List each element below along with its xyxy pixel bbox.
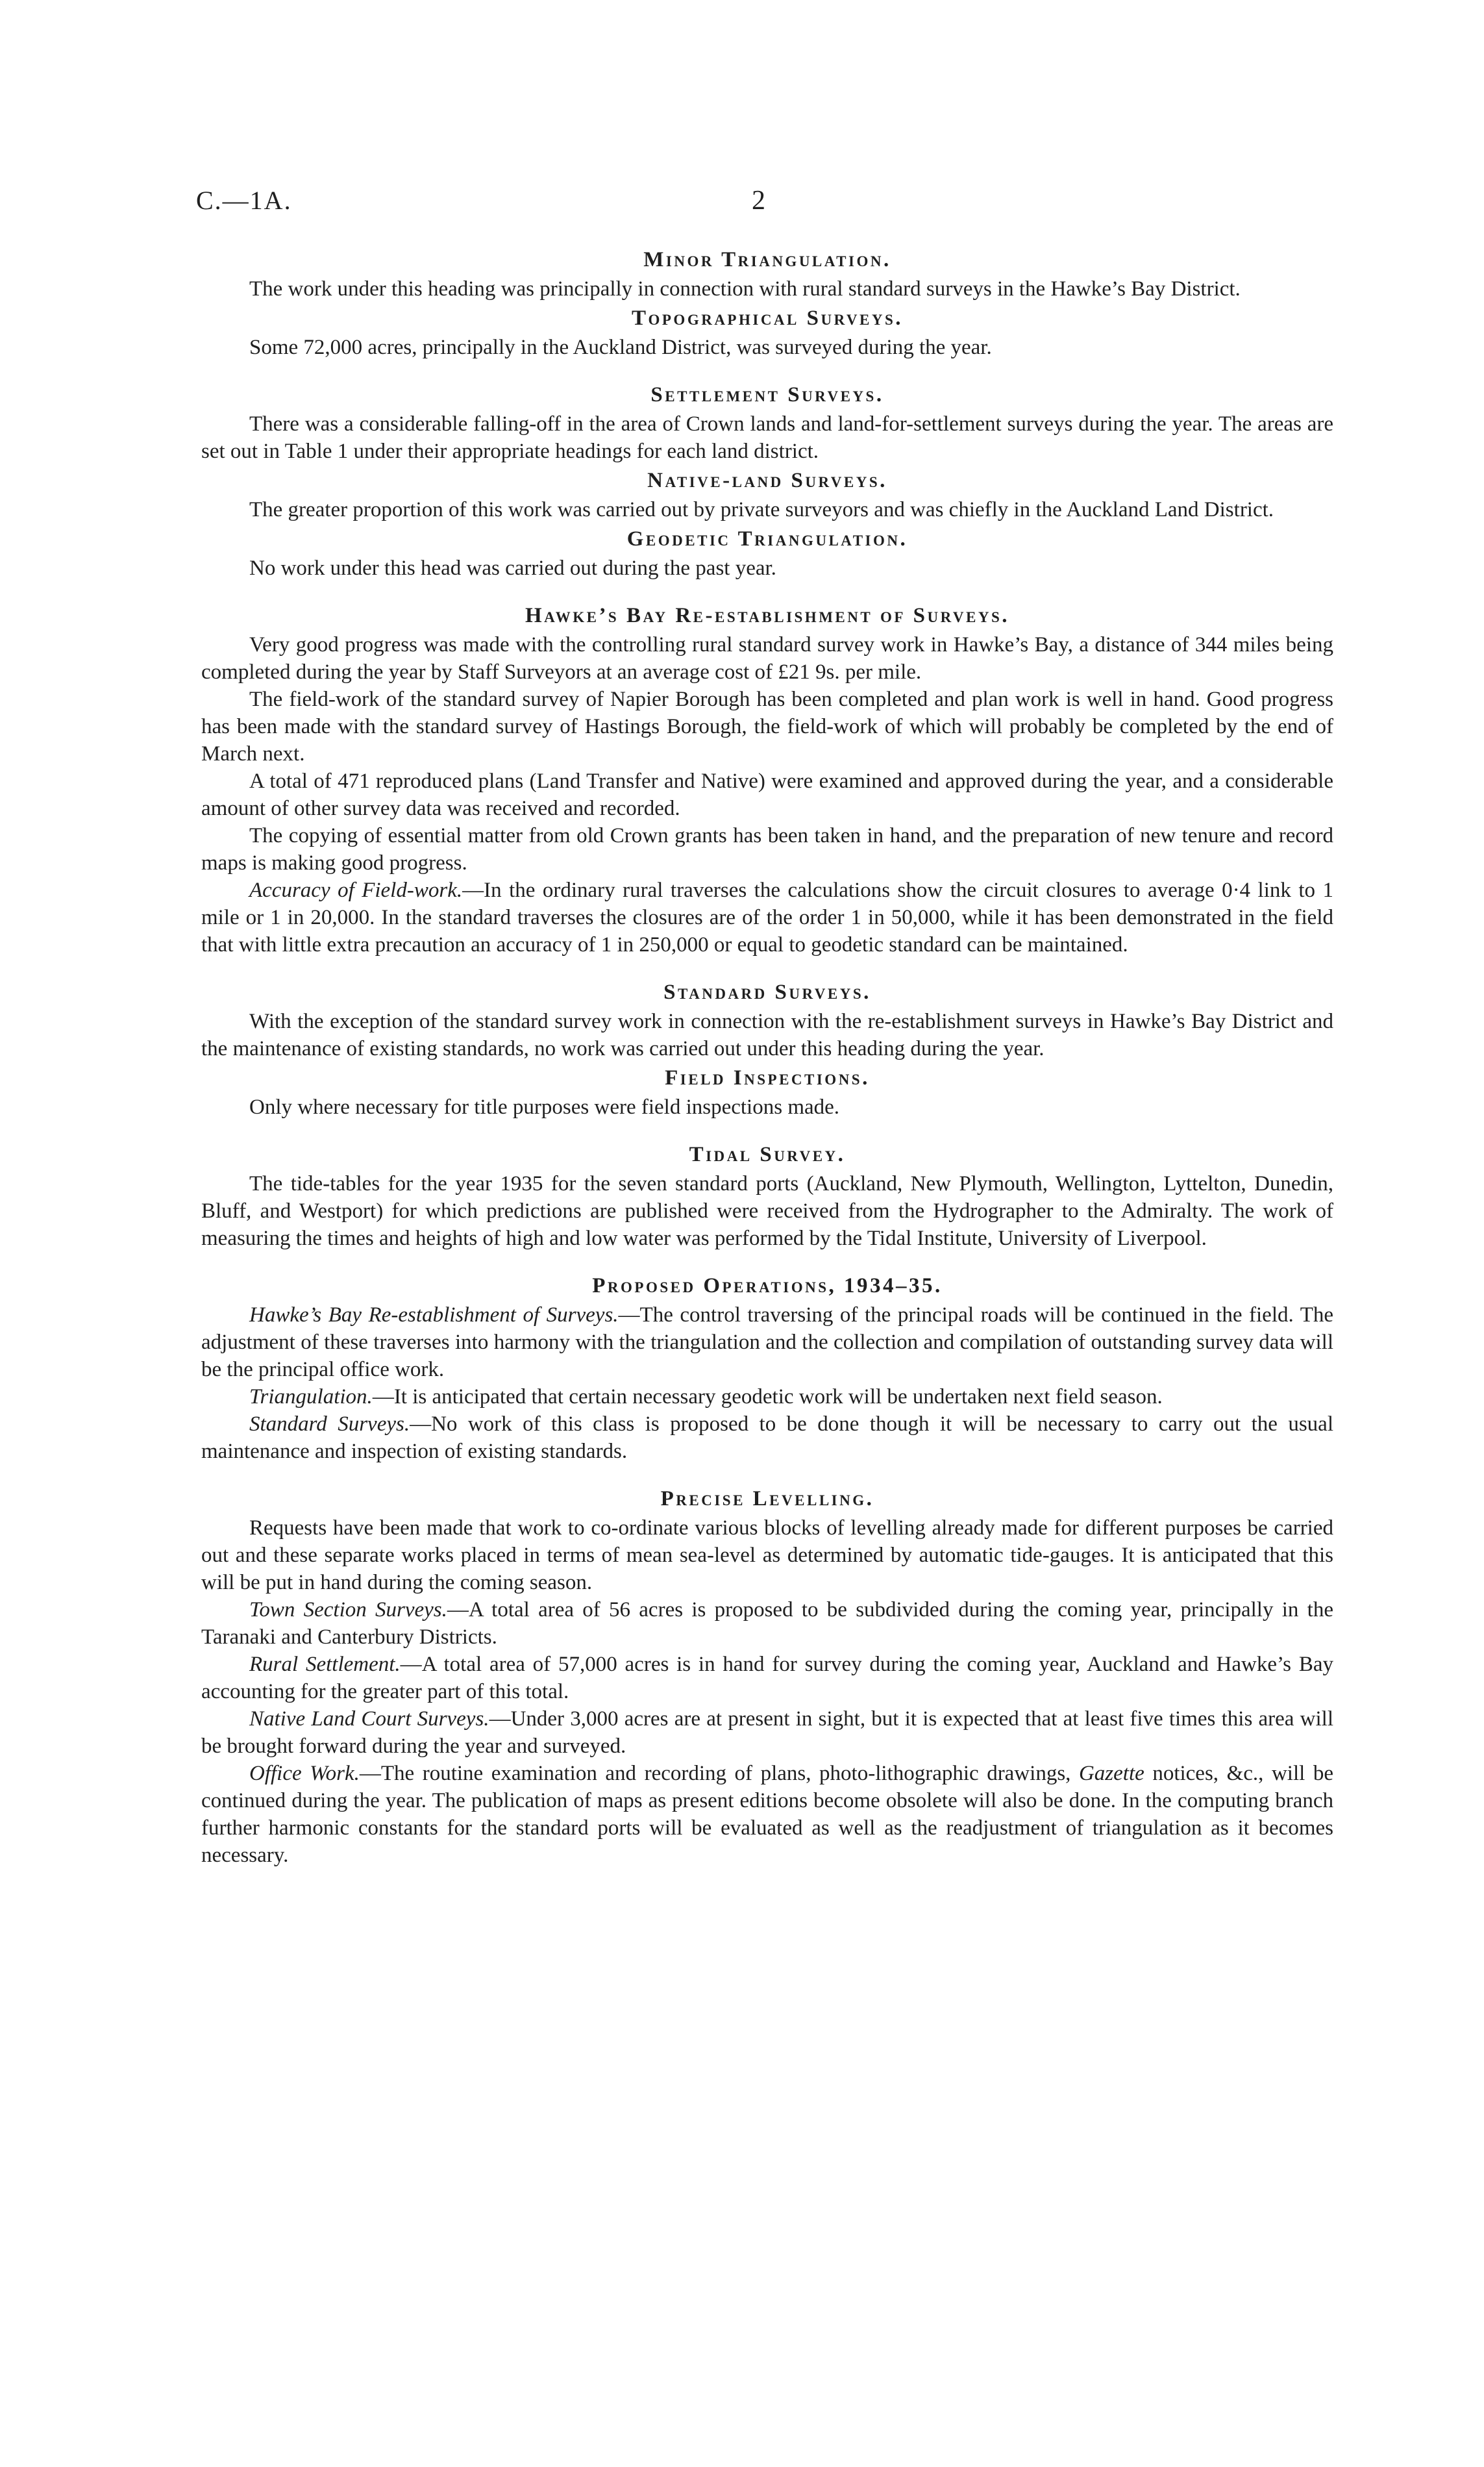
paragraph [201,1760,1333,1869]
paragraph: A total of 471 reproduced plans (Land Transfer and Native) were examined and approved during the year, and a considerable amount of other survey data was received and recorded. [201,770,1333,820]
heading-geodetic-triangulation: Geodetic Triangulation. [626,527,908,551]
italic-lead: Town Section Surveys. [249,1598,447,1622]
paragraph [201,1705,1333,1760]
paragraph: No work under this head was carried out during the past year. [249,557,776,580]
paragraph-text: —A total area of 56 acres is proposed to be subdivided during the coming year, principally in the Taranaki and Canterbury Districts. [201,1598,1333,1649]
heading-field-inspections: Field Inspections. [665,1066,870,1090]
report-body [201,245,1333,1869]
italic-word: Gazette [1078,1762,1144,1785]
paragraph-text: —In the ordinary rural traverses the calculations show the circuit closures to average 0·4 link to 1 mile or 1 in 20,000. In the standard traverses the closures are of the order 1 in 50,000, while it has been demonstrated in the field that with little extra precaution an accuracy of 1 in 250,000 or equal to geodetic standard can be maintained. [201,879,1334,957]
heading-native-land-surveys: Native-land Surveys. [647,469,887,492]
heading-precise-levelling: Precise Levelling. [660,1487,874,1510]
paragraph: The tide-tables for the year 1935 for the seven standard ports (Auckland, New Plymouth, Wellington, Lyttelton, Dunedin, Bluff, and Westport) for which predictions are published were received from the Hydrographer to the Admiralty. The work of measuring the times and heights of high and low water was performed by the Tidal Institute, University of Liverpool. [201,1172,1333,1250]
italic-lead: Office Work. [249,1762,360,1785]
paragraph: The greater proportion of this work was carried out by private surveyors and was chiefly in the Auckland Land District. [249,498,1274,521]
paragraph: Some 72,000 acres, principally in the Auckland District, was surveyed during the year. [249,336,992,359]
heading-settlement-surveys: Settlement Surveys. [650,383,884,407]
italic-lead: Rural Settlement. [249,1653,401,1676]
paragraph [201,877,1333,958]
paragraph-text: —The control traversing of the principal roads will be continued in the field. The adjustment of these traverses into harmony with the triangulation and the collection and compilation of outstanding survey data will be the principal office work. [201,1303,1333,1381]
paragraph: The work under this heading was principally in connection with rural standard surveys in the Hawke’s Bay District. [249,277,1241,301]
paragraph [201,1410,1333,1465]
page-number: 2 [752,186,765,216]
italic-lead: Accuracy of Field-work. [249,879,463,902]
paragraph: Only where necessary for title purposes were field inspections made. [249,1096,840,1119]
paragraph-text: —It is anticipated that certain necessary geodetic work will be undertaken next field season. [372,1385,1163,1409]
paragraph-text: —The routine examination and recording of plans, photo-lithographic drawings, [359,1762,1079,1785]
italic-lead: Standard Surveys. [249,1412,410,1436]
heading-tidal-survey: Tidal Survey. [689,1143,846,1166]
page-reference: C.—1A. [196,186,292,215]
italic-lead: Hawke’s Bay Re-establishment of Surveys. [249,1303,619,1327]
paragraph-text: notices, &c., will be continued during the year. The publication of maps as present editions become obsolete will also be done. In the computing branch further harmonic constants for the standard ports will be evaluated as well as the readjustment of triangulation as it becomes necessary. [201,1762,1333,1867]
heading-topographical-surveys: Topographical Surveys. [631,307,904,330]
paragraph: There was a considerable falling-off in the area of Crown lands and land-for-settlement surveys during the year. The areas are set out in Table 1 under their appropriate headings for each land district. [201,412,1333,463]
paragraph: With the exception of the standard survey work in connection with the re-establishment surveys in Hawke’s Bay District and the maintenance of existing standards, no work was carried out under this heading during the year. [201,1010,1333,1060]
heading-proposed-operations: Proposed Operations, 1934–35. [592,1274,943,1297]
paragraph: Requests have been made that work to co-ordinate various blocks of levelling already made for different purposes be carried out and these separate works placed in terms of mean sea-level as determined by automatic tide-gauges. It is anticipated that this will be put in hand during the coming season. [201,1516,1333,1594]
italic-lead: Triangulation. [249,1385,373,1409]
paragraph: The copying of essential matter from old Crown grants has been taken in hand, and the preparation of new tenure and record maps is making good progress. [201,824,1333,875]
paragraph: Very good progress was made with the controlling rural standard survey work in Hawke’s Bay, a distance of 344 miles being completed during the year by Staff Surveyors at an average cost of £21 9s. per mile. [201,633,1333,684]
paragraph-text: —No work of this class is proposed to be done though it will be necessary to carry out the usual maintenance and inspection of existing standards. [201,1412,1333,1463]
heading-standard-surveys: Standard Surveys. [663,981,871,1004]
paragraph-text: —Under 3,000 acres are at present in sight, but it is expected that at least five times this area will be brought forward during the year and surveyed. [201,1707,1333,1758]
italic-lead: Native Land Court Surveys. [249,1707,489,1731]
heading-minor-triangulation: Minor Triangulation. [643,248,891,271]
paragraph [201,1651,1333,1705]
paragraph [201,1596,1333,1651]
paragraph-text: —A total area of 57,000 acres is in hand for survey during the coming year, Auckland and Hawke’s Bay accounting for the greater part of this total. [201,1653,1333,1703]
paragraph [201,1301,1333,1383]
heading-hawkes-bay-re-establishment: Hawke’s Bay Re-establishment of Surveys. [525,604,1010,627]
paragraph: The field-work of the standard survey of Napier Borough has been completed and plan work is well in hand. Good progress has been made with the standard survey of Hastings Borough, the field-work of which will probably be completed by the end of March next. [201,688,1333,766]
paragraph [201,1383,1333,1410]
